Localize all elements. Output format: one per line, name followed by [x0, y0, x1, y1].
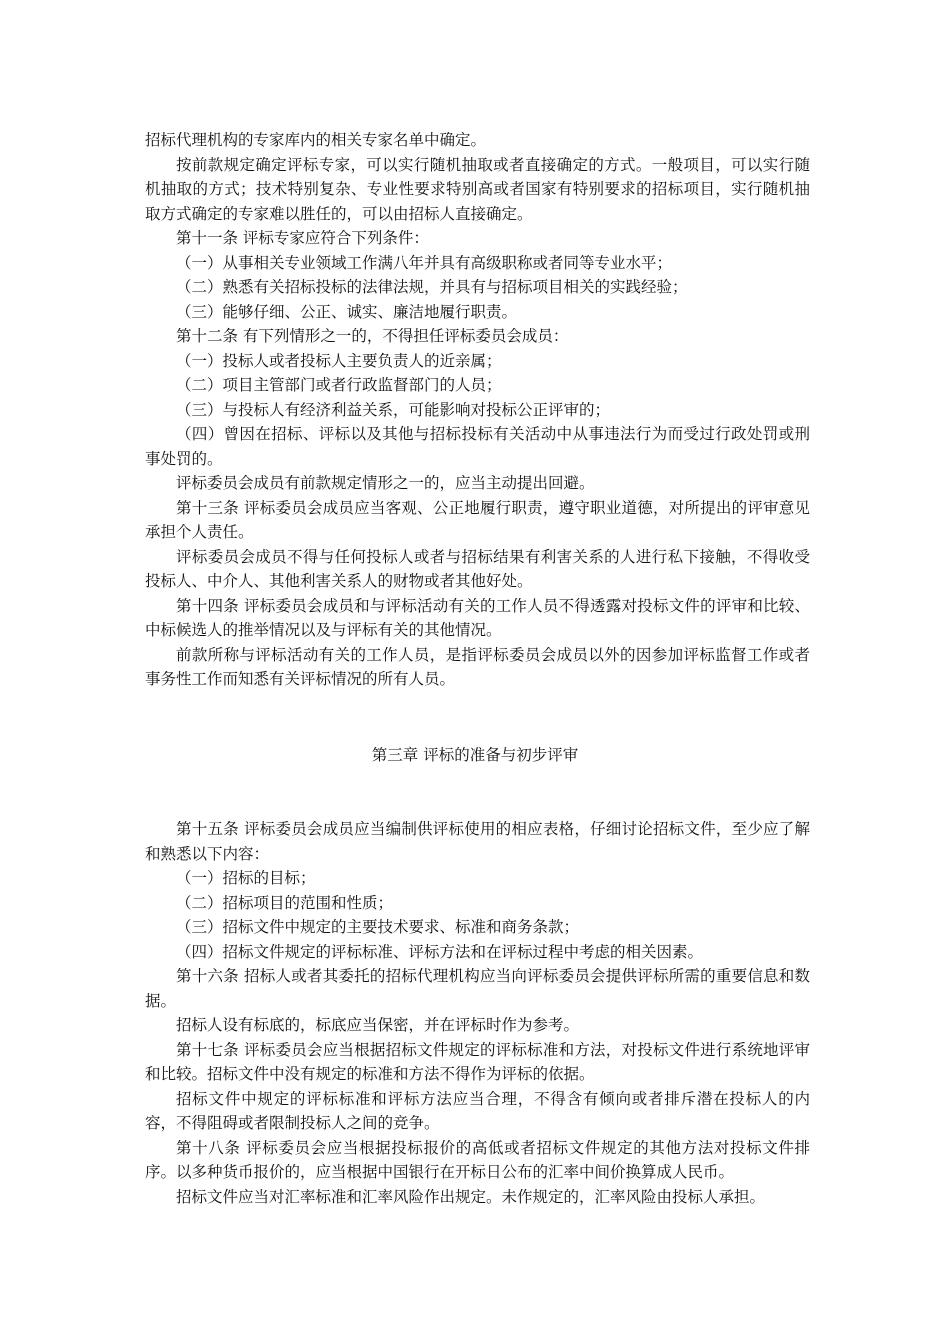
paragraph: 评标委员会成员有前款规定情形之一的，应当主动提出回避。 — [176, 474, 595, 492]
article-13: 第十三条 评标委员会成员应当客观、公正地履行职责，遵守职业道德，对所提出的评审意见承担个人责任。 — [145, 498, 810, 541]
list-item: （三）与投标人有经济利益关系，可能影响对投标公正评审的； — [176, 400, 611, 419]
list-item: （一）从事相关专业领域工作满八年并具有高级职称或者同等专业水平； — [176, 253, 673, 272]
paragraph: 按前款规定确定评标专家，可以实行随机抽取或者直接确定的方式。一般项目，可以实行随机抽取的方式；技术特别复杂、专业性要求特别高或者国家有特别要求的招标项目，实行随机抽取方式确定的专家难以胜任的，可以由招标人直接确定。 — [145, 155, 810, 223]
list-item: （二）熟悉有关招标投标的法律法规，并具有与招标项目相关的实践经验； — [176, 278, 688, 296]
paragraph: 评标委员会成员不得与任何投标人或者与招标结果有利害关系的人进行私下接触，不得收受投标人、中介人、其他利害关系人的财物或者其他好处。 — [145, 547, 810, 590]
list-item: （三）能够仔细、公正、诚实、廉洁地履行职责。 — [176, 302, 518, 321]
list-item: （四）招标文件规定的评标标准、评标方法和在评标过程中考虑的相关因素。 — [176, 942, 704, 961]
section-a — [145, 128, 810, 692]
article-12: 第十二条 有下列情形之一的，不得担任评标委员会成员： — [176, 327, 569, 345]
list-item: （一）招标的目标； — [176, 869, 316, 887]
list-item: （二）项目主管部门或者行政监督部门的人员； — [176, 376, 502, 394]
article-16: 第十六条 招标人或者其委托的招标代理机构应当向评标委员会提供评标所需的重要信息和数据。 — [145, 967, 810, 1010]
list-item: （三）招标文件中规定的主要技术要求、标准和商务条款； — [176, 918, 580, 936]
article-17: 第十七条 评标委员会应当根据招标文件规定的评标标准和方法，对投标文件进行系统地评审和比较。招标文件中没有规定的标准和方法不得作为评标的依据。 — [145, 1040, 810, 1083]
paragraph: 招标代理机构的专家库内的相关专家名单中确定。 — [145, 131, 487, 149]
paragraph: 招标人设有标底的，标底应当保密，并在评标时作为参考。 — [176, 1016, 580, 1034]
paragraph: 招标文件应当对汇率标准和汇率风险作出规定。未作规定的，汇率风险由投标人承担。 — [176, 1187, 766, 1206]
article-15: 第十五条 评标委员会成员应当编制供评标使用的相应表格，仔细讨论招标文件，至少应了解和熟悉以下内容： — [145, 820, 810, 863]
article-11: 第十一条 评标专家应符合下列条件： — [176, 229, 429, 247]
article-14: 第十四条 评标委员会成员和与评标活动有关的工作人员不得透露对投标文件的评审和比较、中标候选人的推举情况以及与评标有关的其他情况。 — [145, 596, 810, 639]
list-item: （四）曾因在招标、评标以及其他与招标投标有关活动中从事违法行为而受过行政处罚或刑事处罚的。 — [145, 425, 810, 468]
list-item: （二）招标项目的范围和性质； — [176, 893, 394, 912]
chapter-heading: 第三章 评标的准备与初步评审 — [371, 746, 579, 764]
paragraph: 前款所称与评标活动有关的工作人员，是指评标委员会成员以外的因参加评标监督工作或者事务性工作而知悉有关评标情况的所有人员。 — [145, 645, 810, 688]
list-item: （一）投标人或者投标人主要负责人的近亲属； — [176, 351, 502, 370]
article-18: 第十八条 评标委员会应当根据投标报价的高低或者招标文件规定的其他方法对投标文件排序。以多种货币报价的，应当根据中国银行在开标日公布的汇率中间价换算成人民币。 — [145, 1138, 810, 1181]
paragraph: 招标文件中规定的评标标准和评标方法应当合理，不得含有倾向或者排斥潜在投标人的内容，不得阻碍或者限制投标人之间的竞争。 — [145, 1089, 810, 1132]
section-b — [145, 817, 810, 1209]
